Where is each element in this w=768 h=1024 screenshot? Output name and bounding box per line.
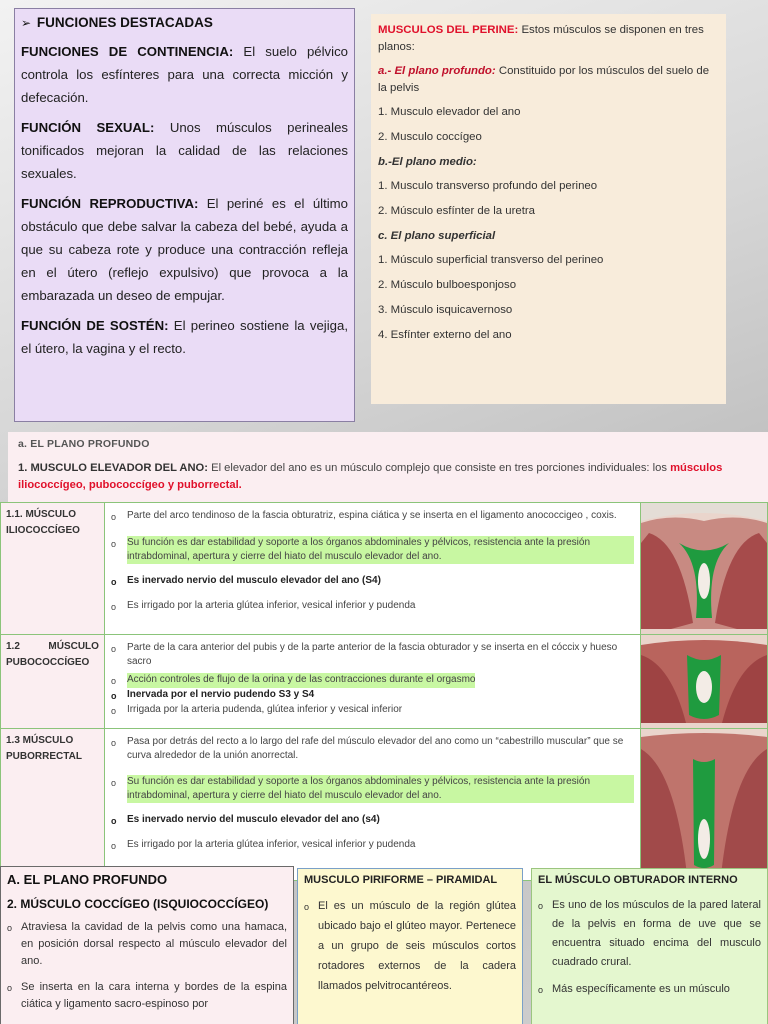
funcion-label: FUNCIÓN DE SOSTÉN: [21, 318, 169, 333]
plano-a-label: a.- El plano profundo: [378, 65, 496, 77]
list-item: o Su función es dar estabilidad y soporte a los órganos abdominales y pélvicos, resistencia ante la presión intrabdominal, apertura y cierre del hiato del musculo elevador del ano. [111, 775, 634, 803]
circle-bullet-icon: o [7, 923, 13, 933]
section-title: a. EL PLANO PROFUNDO [18, 438, 150, 450]
list-item: o Pasa por detrás del recto a lo largo del rafe del músculo elevador del ano como un “cabestrillo muscular” que se curva alrededor de la unión anorrectal. [110, 736, 624, 761]
list-item: o Es inervado nervio del musculo elevador del ano (S4) [110, 575, 381, 587]
plano-profundo-line [378, 63, 719, 97]
perine-intro: Estos músculos se disponen en tres planos: [378, 24, 704, 53]
list-item: o Es irrigado por la arteria glútea inferior, vesical inferior y pudenda [110, 839, 416, 851]
list-item: 1. Musculo elevador del ano [378, 106, 521, 118]
row-label: 1.2 MÚSCULO PUBOCOCCÍGEO [1, 635, 105, 729]
list-item: o Es inervado nervio del musculo elevador del ano (s4) [110, 814, 380, 826]
funcion-text: El periné es el último obstáculo que debe salvar la cabeza del bebé, ayuda a que su cabeza rote y produce una contracción refleja en el útero (reflejo expulsivo) que provoca a la embarazada un deseo de empujar. [21, 196, 349, 303]
list-item: 3. Músculo isquicavernoso [378, 304, 513, 316]
list-item: o Irrigada por la arteria pudenda, glútea inferior y vesical inferior [110, 704, 403, 716]
perine-title-line [378, 22, 719, 56]
list-item: o El es un músculo de la región glútea ubicado bajo el glúteo mayor. Pertenece a un grupo de seis músculos cortos rotadores externos de la cadera llamados pelvitrocantéreos. [304, 896, 516, 996]
list-item: 2. Músculo bulboesponjoso [378, 279, 517, 291]
elevador-red-text: músculos iliococcígeo, pubococcígeo y puborrectal. [18, 462, 723, 491]
circle-bullet-icon: o [304, 902, 310, 912]
list-item: o Acción controles de flujo de la orina y de las contracciones durante el orgasmo [110, 674, 476, 686]
circle-bullet-icon: o [538, 901, 544, 911]
funcion-sexual [21, 116, 348, 185]
circle-bullet-icon: o [110, 738, 116, 748]
circle-bullet-icon: o [110, 512, 116, 522]
plano-profundo-coccigeo-box [0, 866, 294, 1024]
list-item: o Atraviesa la cavidad de la pelvis como una hamaca, en posición dorsal respecto al músculo elevador del ano. [7, 919, 287, 970]
funcion-sosten [21, 314, 348, 360]
circle-bullet-icon: o [110, 539, 116, 549]
list-item: o Es irrigado por la arteria glútea inferior, vesical inferior y pudenda [110, 600, 416, 612]
circle-bullet-icon: o [110, 644, 116, 654]
funcion-label: FUNCIÓN REPRODUCTIVA: [21, 196, 199, 211]
elevador-text: El elevador del ano es un músculo complejo que consiste en tres porciones individuales: los [208, 462, 671, 474]
perine-title: MUSCULOS DEL PERINE: [378, 24, 519, 36]
circle-bullet-icon: o [110, 676, 116, 686]
list-item: 1. Músculo superficial transverso del perineo [378, 254, 604, 266]
list-item: o Parte del arco tendinoso de la fascia obturatriz, espina ciática y se inserta en el ligamento anococcigeo , coxis. [110, 510, 617, 522]
funcion-label: FUNCIONES DE CONTINENCIA: [21, 44, 234, 59]
table-row [1, 503, 768, 635]
circle-bullet-icon: o [110, 778, 116, 788]
funcion-continencia [21, 40, 348, 109]
plano-a-text: Constituido por los músculos del suelo de la pelvis [378, 65, 710, 94]
list-item: o Más específicamente es un músculo [538, 980, 761, 1000]
pelvis-image-iliococcigeo [640, 503, 767, 635]
arrow-bullet-icon: ➢ [21, 16, 32, 30]
list-item: o Es uno de los músculos de la pared lateral de la pelvis en forma de uve que se encuentra situado encima del musculo cuadrado crural. [538, 896, 761, 972]
pelvic-floor-illustration [641, 635, 767, 723]
row-label: 1.3 MÚSCULO PUBORRECTAL [1, 729, 105, 881]
funcion-text: Unos músculos perineales tonificados mejoran la calidad de las relaciones sexuales. [21, 120, 349, 181]
elevador-label: 1. MUSCULO ELEVADOR DEL ANO: [18, 462, 208, 474]
list-item: o Su función es dar estabilidad y soporte a los órganos abdominales y pélvicos, resistencia ante la presión intrabdominal, apertura y cierre del hiato del musculo elevador del ano. [111, 536, 634, 564]
funcion-reproductiva [21, 192, 348, 307]
section-title: EL MÚSCULO OBTURADOR INTERNO [538, 874, 738, 886]
funcion-text: El perineo sostiene la vejiga, el útero, la vagina y el recto. [21, 318, 348, 356]
section-subtitle: 2. MÚSCULO COCCÍGEO (ISQUIOCOCCÍGEO) [7, 897, 269, 911]
funciones-heading-text: FUNCIONES DESTACADAS [36, 15, 213, 30]
section-title: MUSCULO PIRIFORME – PIRAMIDAL [304, 874, 498, 886]
elevador-intro [18, 460, 758, 494]
list-item: 2. Musculo coccígeo [378, 131, 482, 143]
pelvis-image-pubococcigeo [640, 635, 767, 729]
musculos-perine-box [371, 14, 726, 404]
circle-bullet-icon: o [538, 985, 544, 995]
musculo-piriforme-box [297, 868, 523, 1024]
musculo-table [0, 502, 768, 881]
circle-bullet-icon: o [110, 841, 116, 851]
funcion-label: FUNCIÓN SEXUAL: [21, 120, 155, 135]
table-row [1, 635, 768, 729]
pelvic-floor-illustration [641, 729, 767, 875]
list-item: 4. Esfínter externo del ano [378, 329, 512, 341]
list-item: o Inervada por el nervio pudendo S3 y S4 [110, 689, 315, 701]
plano-b-label: b.-El plano medio: [378, 156, 477, 168]
list-item: 2. Músculo esfínter de la uretra [378, 205, 536, 217]
plano-c-label: c. El plano superficial [378, 230, 496, 242]
circle-bullet-icon: o [110, 602, 116, 612]
circle-bullet-icon: o [110, 706, 116, 716]
list-item: o Parte de la cara anterior del pubis y de la parte anterior de la fascia obturador y se inserta en el cóccix y hueso sacro [110, 642, 618, 667]
row-label: 1.1. MÚSCULO ILIOCOCCÍGEO [1, 503, 105, 635]
funcion-text: El suelo pélvico controla los esfínteres para una correcta micción y defecación. [21, 44, 348, 105]
list-item: 1. Musculo transverso profundo del perineo [378, 180, 598, 192]
section-title: A. EL PLANO PROFUNDO [7, 872, 168, 887]
row-description [104, 635, 640, 729]
funciones-destacadas-box [14, 8, 355, 422]
row-description [104, 503, 640, 635]
obturador-interno-box [531, 868, 768, 1024]
circle-bullet-icon: o [110, 577, 117, 587]
row-description [104, 729, 640, 881]
circle-bullet-icon: o [110, 816, 117, 826]
list-item: o Se inserta en la cara interna y bordes de la espina ciática y ligamento sacro-espinoso por [7, 979, 287, 1013]
plano-profundo-header [8, 432, 768, 502]
circle-bullet-icon: o [110, 691, 117, 701]
pelvis-image-puborrectal [640, 729, 767, 881]
table-row [1, 729, 768, 881]
pelvic-floor-illustration [641, 503, 767, 629]
circle-bullet-icon: o [7, 983, 13, 993]
funciones-heading [21, 15, 348, 30]
